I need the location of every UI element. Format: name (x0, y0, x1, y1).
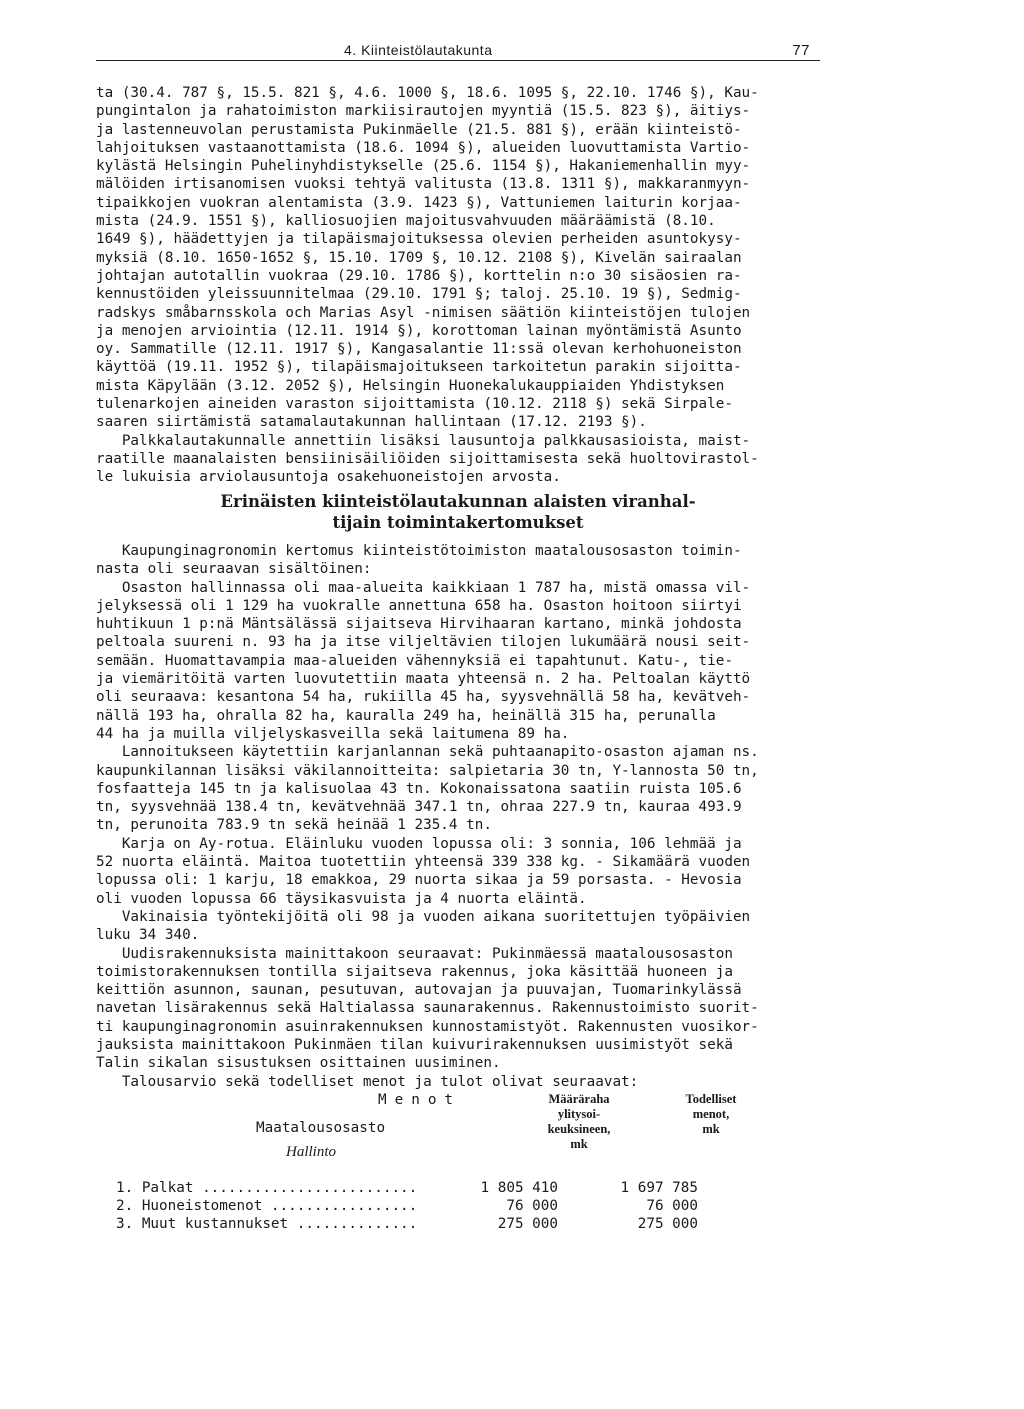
text-line: Uudisrakennuksista mainittakoon seuraavat: Pukinmäessä maatalousosaston (96, 945, 733, 962)
table-row (116, 1198, 820, 1216)
row-actual: 1 697 785 (620, 1180, 698, 1196)
text-line: le lukuisia arviolausuntoja osakehuoneistojen arvosta. (96, 469, 561, 486)
page-number: 77 (792, 42, 810, 59)
text-line: semään. Huomattavampia maa-alueiden vähennyksiä ei tapahtunut. Katu-, tie- (96, 652, 733, 669)
table-section-label: Menot (378, 1092, 462, 1108)
row-label: 2. Huoneistomenot ................. (116, 1198, 418, 1214)
text-line: toimistorakennuksen tontilla sijaitseva rakennus, joka käsittää huoneen ja (96, 963, 733, 980)
text-line: kaupunkilannan lisäksi väkilannoitteita: salpietaria 30 tn, Y-lannosta 50 tn, (96, 762, 759, 779)
row-budget: 1 805 410 (480, 1180, 558, 1196)
column-header-line: ylitysoi- (557, 1107, 601, 1121)
paragraph-statements (96, 84, 820, 487)
text-line: kylästä Helsingin Puhelinyhdistykselle (25.6. 1154 §), Hakaniemenhallin myy- (96, 158, 751, 175)
table-row (116, 1180, 820, 1198)
column-header-actual (656, 1092, 766, 1137)
chapter-title: 4. Kiinteistölautakunta (344, 42, 493, 58)
text-line: oy. Sammatille (12.11. 1917 §), Kangasalantie 11:ssä olevan kerhohuoneiston (96, 341, 742, 358)
running-header (96, 38, 820, 61)
text-line: tn, syysvehnää 138.4 tn, kevätvehnää 347.1 tn, ohraa 227.9 tn, kauraa 493.9 (96, 799, 742, 816)
text-line: Palkkalautakunnalle annettiin lisäksi lausuntoja palkkausasioista, maist- (96, 432, 751, 449)
text-line: lopussa oli: 1 karju, 18 emakkoa, 29 nuorta sikaa ja 59 porsasta. - Hevosia (96, 872, 742, 889)
text-line: nällä 193 ha, ohralla 82 ha, kauralla 249 ha, heinällä 315 ha, perunalla (96, 707, 716, 724)
text-line: jauksista mainittakoon Pukinmäen tilan kuivurirakennuksen uusimistyöt sekä (96, 1037, 733, 1054)
text-line: saaren siirtämistä satamalautakunnan hallintaan (17.12. 2193 §). (96, 414, 647, 431)
column-header-line: Todelliset (685, 1092, 737, 1106)
row-budget: 76 000 (506, 1198, 558, 1214)
text-line: fosfaatteja 145 tn ja kalisuolaa 43 tn. Kokonaissatona saatiin ruista 105.6 (96, 780, 742, 797)
text-line: ta (30.4. 787 §, 15.5. 821 §, 4.6. 1000 §, 18.6. 1095 §, 22.10. 1746 §), Kau- (96, 85, 759, 101)
text-line: Karja on Ay-rotua. Eläinluku vuoden lopussa oli: 3 sonnia, 106 lehmää ja (96, 835, 742, 852)
column-header-line: mk (702, 1122, 720, 1136)
text-line: myksiä (8.10. 1650-1652 §, 15.10. 1709 §, 10.12. 2108 §), Kivelän sairaalan (96, 249, 742, 266)
text-line: keittiön asunnon, saunan, pesutuvan, autovajan ja puuvajan, Tuomarinkylässä (96, 982, 742, 999)
text-line: käyttöä (19.11. 1952 §), tilapäismajoitukseen tarkoitetun parakin sijoitta- (96, 359, 742, 376)
text-line: peltoala suureni n. 93 ha ja itse viljeltävien tilojen lukumäärä nousi seit- (96, 634, 751, 651)
text-line: 1649 §), häädettyjen ja tilapäismajoituksessa olevien perheiden asuntokysy- (96, 231, 742, 248)
department-label: Maatalousosasto (256, 1120, 386, 1136)
text-line: oli seuraava: kesantona 54 ha, rukiilla 45 ha, syysvehnällä 58 ha, kevätveh- (96, 689, 751, 706)
budget-table (96, 1092, 820, 1342)
text-line: raatille maanalaisten bensiinisäiliöiden sijoittamisesta sekä huoltovirastol- (96, 450, 759, 467)
column-header-line: menot, (692, 1107, 730, 1121)
text-line: mista Käpylään (3.12. 2052 §), Helsingin Huonekalukauppiaiden Yhdistyksen (96, 377, 725, 394)
section-heading-line: Erinäisten kiinteistölautakunnan alaisten viranhal- (220, 492, 696, 511)
row-label: 1. Palkat ......................... (116, 1180, 418, 1196)
text-line: mälöiden irtisanomisen vuoksi tehtyä valitusta (13.8. 1311 §), makkaranmyyn- (96, 176, 751, 193)
text-line: Talin sikalan sisustuksen osittainen uusiminen. (96, 1055, 501, 1072)
column-header-budget (524, 1092, 634, 1152)
text-line: tipaikkojen vuokran alentamista (3.9. 1423 §), Vattuniemen laiturin korjaa- (96, 194, 742, 211)
text-line: tn, perunoita 783.9 tn sekä heinää 1 235.4 tn. (96, 817, 492, 834)
text-line: ti kaupunginagronomin asuinrakennuksen kunnostamistyöt. Rakennusten vuosikor- (96, 1018, 759, 1035)
row-actual: 76 000 (646, 1198, 698, 1214)
text-line: ja lastenneuvolan perustamista Pukinmäelle (21.5. 881 §), erään kiinteistö- (96, 121, 742, 138)
text-line: ja menojen arviointia (12.11. 1914 §), korottoman lainan myöntämistä Asunto (96, 322, 742, 339)
text-line: pungintalon ja rahatoimiston markiisirautojen myyntiä (15.5. 823 §), äitiys- (96, 103, 751, 120)
column-header-line: keuksineen, (547, 1122, 611, 1136)
text-line: oli vuoden lopussa 66 täysikasvuista ja 4 nuorta eläintä. (96, 890, 587, 907)
row-label: 3. Muut kustannukset .............. (116, 1216, 418, 1232)
text-line: luku 34 340. (96, 927, 200, 944)
text-line: tulenarkojen aineiden varaston sijoittamista (10.12. 2118 §) sekä Sirpale- (96, 396, 733, 413)
text-line: Vakinaisia työntekijöitä oli 98 ja vuoden aikana suoritettujen työpäivien (96, 908, 751, 925)
text-line: nasta oli seuraavan sisältöinen: (96, 561, 372, 578)
subsection-label: Hallinto (286, 1144, 337, 1160)
text-line: 52 nuorta eläintä. Maitoa tuotettiin yhteensä 339 338 kg. - Sikamäärä vuoden (96, 854, 751, 871)
text-line: jelyksessä oli 1 129 ha vuokralle annettuna 658 ha. Osaston hoitoon siirtyi (96, 597, 742, 614)
agronomist-report (96, 542, 820, 1091)
text-line: Osaston hallinnassa oli maa-alueita kaikkiaan 1 787 ha, mistä omassa vil- (96, 579, 751, 596)
table-row (116, 1216, 820, 1234)
text-line: Lannoitukseen käytettiin karjanlannan sekä puhtaanapito-osaston ajaman ns. (96, 744, 759, 761)
text-line: radskys småbarnsskola och Marias Asyl -nimisen säätiön kiinteistöjen tulojen (96, 304, 751, 321)
column-header-line: Määräraha (548, 1092, 610, 1106)
text-line: navetan lisärakennus sekä Haltialassa saunarakennus. Rakennustoimisto suorit- (96, 1000, 759, 1017)
text-line: 44 ha ja muilla viljelyskasveilla sekä laitumena 89 ha. (96, 725, 570, 742)
text-line: johtajan autotallin vuokraa (29.10. 1786 §), korttelin n:o 30 sisäosien ra- (96, 267, 742, 284)
text-line: mista (24.9. 1551 §), kalliosuojien majoitusvahvuuden määräämistä (8.10. (96, 213, 716, 230)
text-line: Kaupunginagronomin kertomus kiinteistötoimiston maatalousosaston toimin- (96, 543, 742, 559)
row-actual: 275 000 (637, 1216, 698, 1232)
text-line: kennustöiden yleissuunnitelmaa (29.10. 1791 §; taloj. 25.10. 19 §), Sedmig- (96, 286, 742, 303)
text-line: Talousarvio sekä todelliset menot ja tulot olivat seuraavat: (96, 1073, 639, 1090)
text-line: lahjoituksen vastaanottamista (18.6. 1094 §), alueiden luovuttamista Vartio- (96, 139, 751, 156)
text-line: ja viemäritöitä varten luovutettiin maata yhteensä n. 2 ha. Peltoalan käyttö (96, 671, 751, 688)
row-budget: 275 000 (497, 1216, 558, 1232)
column-header-line: mk (570, 1137, 588, 1151)
text-line: huhtikuun 1 p:nä Mäntsälässä sijaitseva Hirvihaaran kartano, minkä johdosta (96, 616, 742, 633)
section-heading-line: tijain toimintakertomukset (332, 512, 584, 532)
section-heading (96, 492, 820, 533)
